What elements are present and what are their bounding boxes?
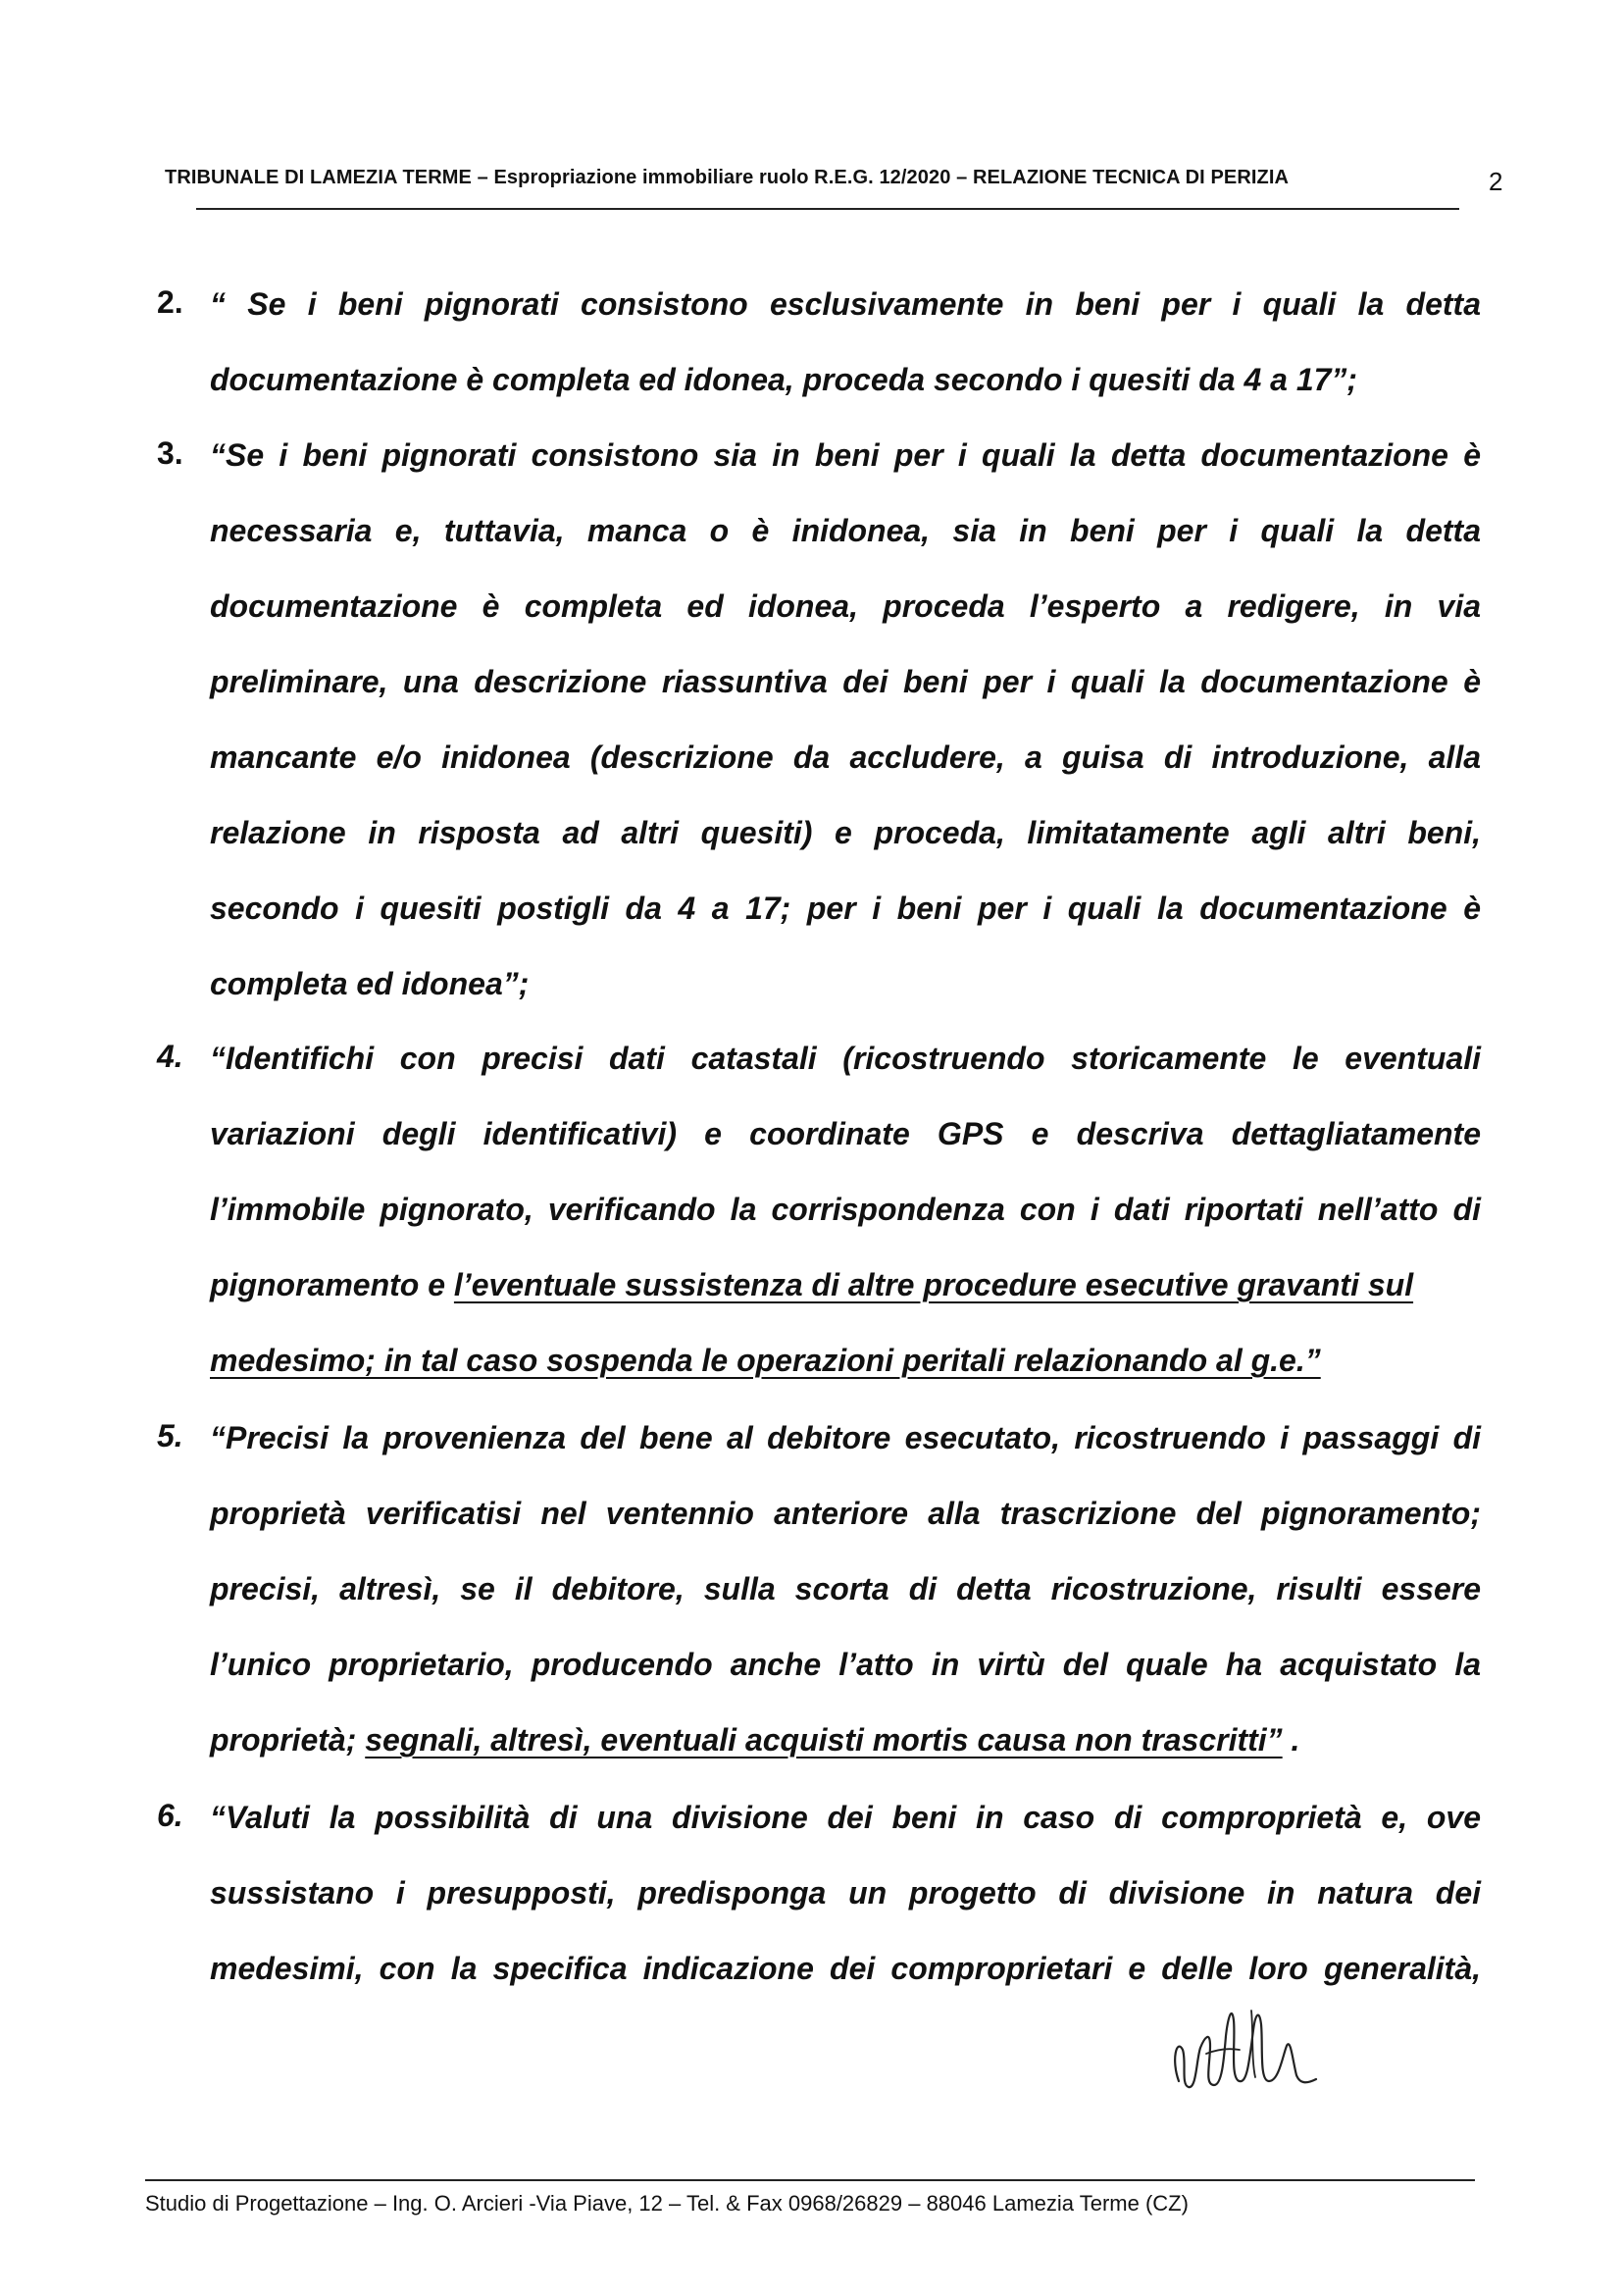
item-line: variazioni degli identificativi) e coordinate GPS e descriva dettagliatamente xyxy=(210,1116,1481,1151)
item-line: documentazione è completa ed idonea, proceda l’esperto a redigere, in via xyxy=(210,588,1481,624)
item-line: l’immobile pignorato, verificando la corrispondenza con i dati riportati nell’atto di xyxy=(210,1192,1481,1227)
item-line: preliminare, una descrizione riassuntiva dei beni per i quali la documentazione è xyxy=(210,664,1481,699)
item-line: “Precisi la provenienza del bene al debitore esecutato, ricostruendo i passaggi di xyxy=(210,1420,1481,1455)
item-line xyxy=(210,1720,1481,1796)
item-line: precisi, altresì, se il debitore, sulla scorta di detta ricostruzione, risulti essere xyxy=(210,1571,1481,1606)
item-line-plain: pignoramento e xyxy=(210,1267,454,1302)
item-number: 4. xyxy=(157,1039,183,1074)
item-text xyxy=(210,435,1481,1040)
item-line: “Valuti la possibilità di una divisione dei beni in caso di comproprietà e, ove xyxy=(210,1800,1481,1835)
item-line xyxy=(210,1341,1481,1416)
item-line: “Se i beni pignorati consistono sia in beni per i quali la detta documentazione è xyxy=(210,437,1481,473)
header-divider xyxy=(196,208,1459,210)
item-text xyxy=(210,1418,1481,1796)
item-line: “ Se i beni pignorati consistono esclusivamente in beni per i quali la detta xyxy=(210,286,1481,322)
item-number: 3. xyxy=(157,435,183,471)
footer-text: Studio di Progettazione – Ing. O. Arcieri -Via Piave, 12 – Tel. & Fax 0968/26829 – 88046 Lamezia Terme (CZ) xyxy=(145,2191,1189,2216)
underlined-text: segnali, altresì, eventuali acquisti mortis causa non trascritti” xyxy=(365,1722,1283,1758)
item-line: l’unico proprietario, producendo anche l’atto in virtù del quale ha acquistato la xyxy=(210,1647,1481,1682)
item-number: 2. xyxy=(157,284,183,320)
item-line: mancante e/o inidonea (descrizione da accludere, a guisa di introduzione, alla xyxy=(210,739,1481,775)
item-number: 5. xyxy=(157,1418,183,1453)
page-number: 2 xyxy=(1489,167,1503,196)
item-line: sussistano i presupposti, predisponga un progetto di divisione in natura dei xyxy=(210,1875,1481,1911)
underlined-text: l’eventuale sussistenza di altre procedure esecutive gravanti sul xyxy=(453,1267,1414,1302)
header-title: TRIBUNALE DI LAMEZIA TERME – Espropriazione immobiliare ruolo R.E.G. 12/2020 – RELAZIONE TECNICA DI PERIZIA xyxy=(165,167,1290,188)
item-text xyxy=(210,284,1481,435)
item-line: necessaria e, tuttavia, manca o è inidonea, sia in beni per i quali la detta xyxy=(210,513,1481,548)
item-line: medesimi, con la specifica indicazione dei comproprietari e delle loro generalità, xyxy=(210,1951,1481,1986)
item-line-plain: proprietà; xyxy=(210,1722,366,1758)
item-line xyxy=(210,1265,1481,1341)
item-text xyxy=(210,1039,1481,1416)
footer-divider xyxy=(145,2179,1475,2181)
item-line: completa ed idonea”; xyxy=(210,966,530,1001)
item-line: proprietà verificatisi nel ventennio anteriore alla trascrizione del pignoramento; xyxy=(210,1496,1481,1531)
item-line: relazione in risposta ad altri quesiti) e proceda, limitatamente agli altri beni, xyxy=(210,815,1481,850)
handwritten-signature xyxy=(1167,1991,1334,2099)
item-number: 6. xyxy=(157,1798,183,1833)
item-line-end: . xyxy=(1282,1722,1300,1758)
item-line: documentazione è completa ed idonea, proceda secondo i quesiti da 4 a 17”; xyxy=(210,362,1358,397)
item-line: “Identifichi con precisi dati catastali (ricostruendo storicamente le eventuali xyxy=(210,1041,1481,1076)
item-line: secondo i quesiti postigli da 4 a 17; per i beni per i quali la documentazione è xyxy=(210,891,1481,926)
underlined-text: medesimo; in tal caso sospenda le operazioni peritali relazionando al g.e.” xyxy=(210,1343,1321,1378)
